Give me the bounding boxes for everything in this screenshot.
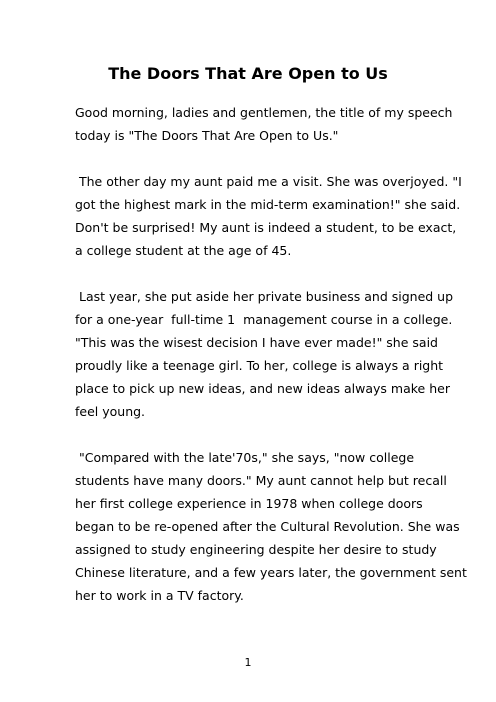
paragraph-3-line-6: feel young. [75, 404, 146, 419]
paragraph-4-line-5: assigned to study engineering despite her desire to study [75, 542, 437, 557]
paragraph-4-line-6: Chinese literature, and a few years later, the government sent [75, 565, 467, 580]
paragraph-2-line-3: Don't be surprised! My aunt is indeed a student, to be exact, [75, 220, 457, 235]
document-title: The Doors That Are Open to Us [108, 64, 388, 83]
paragraph-4-line-3: her first college experience in 1978 when college doors [75, 496, 423, 511]
paragraph-2-line-4: a college student at the age of 45. [75, 243, 292, 258]
page-number: 1 [244, 656, 252, 669]
paragraph-4-line-7: her to work in a TV factory. [75, 588, 244, 603]
paragraph-3-line-3: "This was the wisest decision I have ever made!" she said [75, 335, 438, 350]
paragraph-3-line-4: proudly like a teenage girl. To her, college is always a right [75, 358, 444, 373]
paragraph-4-line-1: "Compared with the late'70s," she says, "now college [75, 450, 415, 465]
paragraph-3-line-1: Last year, she put aside her private business and signed up [75, 289, 454, 304]
paragraph-4-line-4: began to be re-opened after the Cultural Revolution. She was [75, 519, 460, 534]
paragraph-3-line-5: place to pick up new ideas, and new ideas always make her [75, 381, 450, 396]
paragraph-2-line-1: The other day my aunt paid me a visit. She was overjoyed. "I [75, 174, 462, 189]
paragraph-4-line-2: students have many doors." My aunt cannot help but recall [75, 473, 447, 488]
paragraph-1-line-2: today is "The Doors That Are Open to Us." [75, 128, 339, 143]
paragraph-1-line-1: Good morning, ladies and gentlemen, the title of my speech [75, 105, 453, 120]
paragraph-2-line-2: got the highest mark in the mid-term examination!" she said. [75, 197, 461, 212]
paragraph-3-line-2: for a one-year full-time 1 management course in a college. [75, 312, 453, 327]
